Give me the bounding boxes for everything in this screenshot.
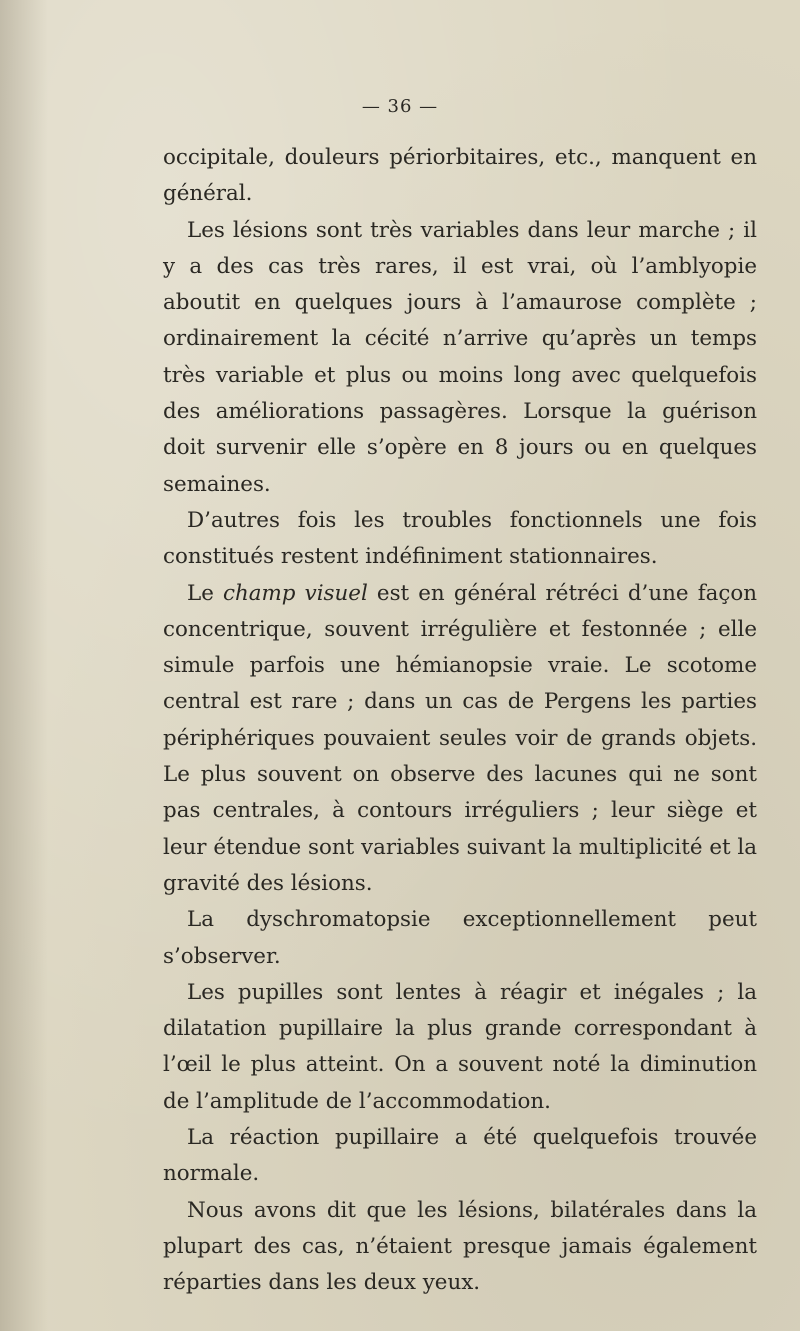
paragraph-lead: Le <box>187 580 223 606</box>
paragraph: La réaction pupillaire a été quelquefois trouvée normale. <box>163 1125 757 1187</box>
page-edge-shadow <box>0 0 48 1331</box>
italic-term: champ visuel <box>223 580 368 606</box>
paragraph-rest: est en général rétréci d’une façon concentrique, souvent irrégulière et festonnée ; elle simule parfois une hémianopsie vraie. Le scotome central est rare ; dans un cas de Pergens les parties périphériques pouvaient seules voir de grands objets. Le plus souvent on observe des lacunes qui ne sont pas centrales, à contours irréguliers ; leur siège et leur étendue sont variables suivant la multiplicité et la gravité des lésions. <box>163 580 757 896</box>
paragraph: La dyschromatopsie exceptionnellement peut s’observer. <box>163 907 757 969</box>
paragraph: Nous avons dit que les lésions, bilatérales dans la plupart des cas, n’étaient presque jamais également réparties dans les deux yeux. <box>163 1197 757 1296</box>
paragraph: Les pupilles sont lentes à réagir et inégales ; la dilatation pupillaire la plus grande correspondant à l’œil le plus atteint. On a souvent noté la diminution de l’amplitude de l’accommodation. <box>163 979 757 1114</box>
paragraph: Les lésions sont très variables dans leur marche ; il y a des cas très rares, il est vrai, où l’amblyopie aboutit en quelques jours à l’amaurose complète ; ordinairement la cécité n’arrive qu’après un temps très variable et plus ou moins long avec quelquefois des améliorations passagères. Lorsque la guérison doit survenir elle s’opère en 8 jours ou en quelques semaines. <box>163 217 757 497</box>
page-number: — 36 — <box>361 96 439 117</box>
body-text <box>163 140 757 1302</box>
paragraph: occipitale, douleurs périorbitaires, etc., manquent en général. <box>163 145 757 207</box>
paragraph-champ-visuel <box>163 576 757 903</box>
paragraph: D’autres fois les troubles fonctionnels une fois constitués restent indéfiniment stationnaires. <box>163 507 757 570</box>
